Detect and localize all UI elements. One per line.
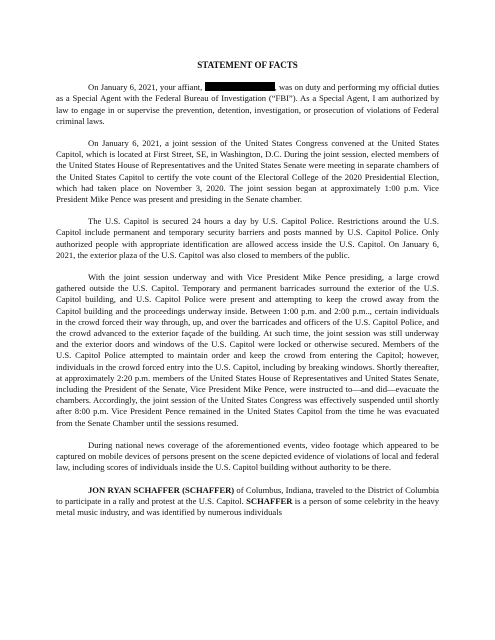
paragraph-affiant — [56, 82, 439, 127]
document-title: STATEMENT OF FACTS — [197, 60, 298, 70]
redaction-bar — [205, 82, 275, 91]
affiant-text-start: On January 6, 2021, your affiant, — [88, 82, 203, 93]
affiant-text-end: , was on duty and performing my official duties as a Special Agent with the Federal Bureau of Investigation (“FBI”). As a Special Agent, I am authorized by law to engage in or supervise the prevention, detention, investigation, or prosecution of violations of Federal criminal laws. — [56, 82, 440, 126]
paragraph-capitol-security: The U.S. Capitol is secured 24 hours a day by U.S. Capitol Police. Restrictions around the U.S. Capitol include permanent and temporary security barriers and posts manned by U.S. Capitol Police. Only authorized people with appropriate identification are allowed access inside the U.S. Capitol. On January 6, 2021, the exterior plaza of the U.S. Capitol was also closed to members of the public. — [56, 216, 439, 260]
paragraph-schaffer — [56, 485, 439, 519]
subject-name: JON RYAN SCHAFFER (SCHAFFER) — [88, 484, 235, 495]
paragraph-news-coverage: During national news coverage of the aforementioned events, video footage which appeared to be captured on mobile devices of persons present on the scene depicted evidence of violations of local and federal law, including scores of individuals inside the U.S. Capitol building without authority to be there. — [56, 439, 439, 473]
schaffer-text-a: of Columbus, Indiana, traveled to the District of Columbia to participate in a rally and protest at the U.S. Capitol. — [56, 484, 439, 506]
paragraph-joint-session: On January 6, 2021, a joint session of the United States Congress convened at the United States Capitol, which is located at First Street, SE, in Washington, D.C. During the joint session, elected members of the United States House of Representatives and the United States Senate were meeting in separate chambers of the United States Capitol to certify the vote count of the Electoral College of the 2020 Presidential Election, which had taken place on November 3, 2020. The joint session began at approximately 1:00 p.m. Vice President Mike Pence was present and presiding in the Senate chamber. — [56, 138, 439, 205]
subject-name-short: SCHAFFER — [246, 495, 293, 506]
schaffer-text-b: is a person of some celebrity in the heavy metal music industry, and was identified by numerous individuals — [56, 495, 439, 517]
paragraph-crowd-breach: With the joint session underway and with Vice President Mike Pence presiding, a large crowd gathered outside the U.S. Capitol. Temporary and permanent barricades surround the exterior of the U.S. Capitol building, and U.S. Capitol Police were present and attempting to keep the crowd away from the Capitol building and the proceedings underway inside. Between 1:00 p.m. and 2:00 p.m.., certain individuals in the crowd forced their way through, up, and over the barricades and officers of the U.S. Capitol Police, and the crowd advanced to the exterior façade of the building. At such time, the joint session was still underway and the exterior doors and windows of the U.S. Capitol were locked or otherwise secured. Members of the U.S. Capitol Police attempted to maintain order and keep the crowd from entering the Capitol; however, individuals in the crowd forced entry into the U.S. Capitol, including by breaking windows. Shortly thereafter, at approximately 2:20 p.m. members of the United States House of Representatives and United States Senate, including the President of the Senate, Vice President Mike Pence, were instructed to—and did—evacuate the chambers. Accordingly, the joint session of the United States Congress was effectively suspended until shortly after 8:00 p.m. Vice President Pence remained in the United States Capitol from the time he was evacuated from the Senate Chamber until the sessions resumed. — [56, 272, 439, 428]
